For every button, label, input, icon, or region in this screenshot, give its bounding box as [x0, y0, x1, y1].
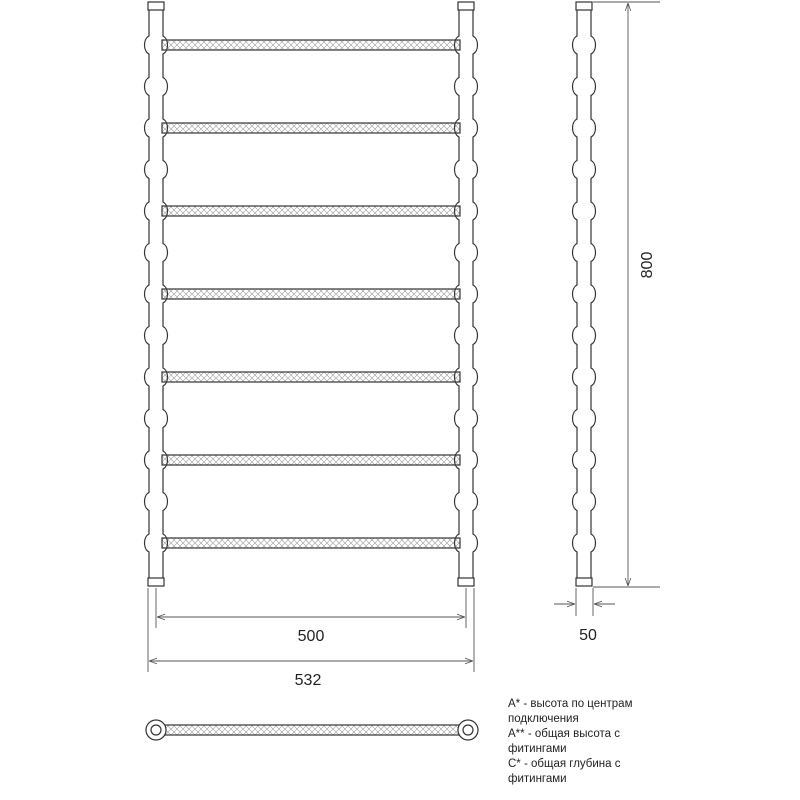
rung: [162, 206, 460, 216]
note-line: С* - общая глубина с: [508, 758, 621, 770]
left-top-cap: [148, 2, 164, 10]
dim-label-50: 50: [579, 627, 597, 644]
side-top-cap: [576, 2, 592, 10]
dim-label-500: 500: [297, 628, 325, 645]
notes-block: [508, 697, 798, 787]
side-right-edge: [591, 10, 596, 578]
side-dimensions: [554, 2, 660, 616]
dim-label-800: 800: [639, 251, 656, 279]
left-bottom-cap: [148, 578, 164, 586]
note-line: фитингами: [508, 773, 567, 785]
note-line: фитингами: [508, 743, 567, 755]
rung: [162, 40, 460, 50]
right-bottom-cap: [458, 578, 474, 586]
rung: [162, 123, 460, 133]
rung: [162, 289, 460, 299]
front-view: [145, 2, 478, 586]
top-view-left-fitting: [146, 720, 166, 740]
top-view-right-fitting: [458, 720, 478, 740]
top-view-bar: [162, 725, 462, 735]
dim-label-532: 532: [294, 672, 322, 689]
side-left-edge: [573, 10, 578, 578]
side-view: [573, 2, 596, 586]
note-line: подключения: [508, 713, 579, 725]
rungs-group: [162, 40, 460, 548]
note-line: А** - общая высота с: [508, 728, 620, 740]
rung: [162, 455, 460, 465]
rung: [162, 538, 460, 548]
right-top-cap: [458, 2, 474, 10]
note-line: А* - высота по центрам: [508, 698, 633, 710]
side-bottom-cap: [576, 578, 592, 586]
top-view: [146, 720, 478, 740]
rung: [162, 372, 460, 382]
